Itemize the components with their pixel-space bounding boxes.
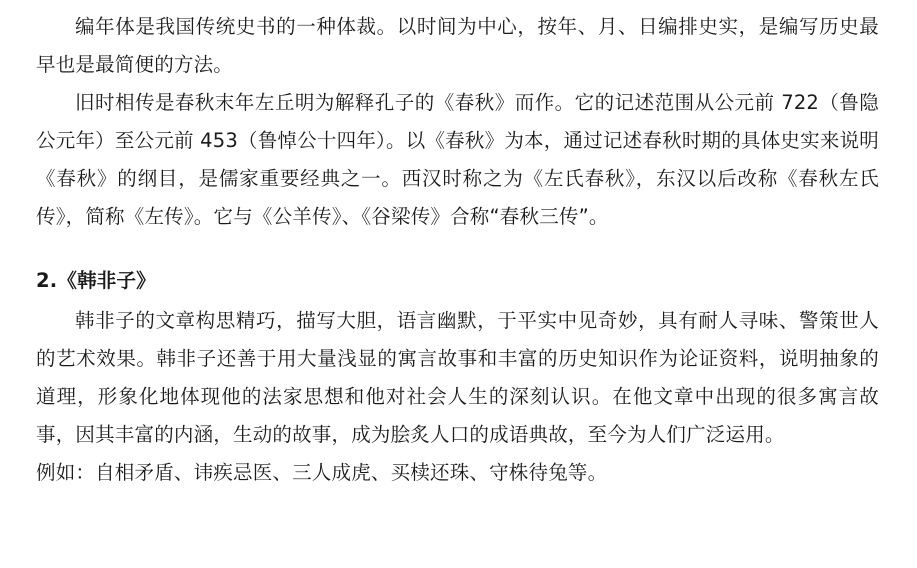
spacer-before-heading: [36, 236, 879, 262]
paragraph-chronicle: 编年体是我国传统史书的一种体裁。以时间为中心，按年、月、日编排史实，是编写历史最早也是最简便的方法。: [36, 15, 879, 76]
paragraph-hanfeizi-body: 韩非子的文章构思精巧，描写大胆，语言幽默，于平实中见奇妙，具有耐人寻味、警策世人的艺术效果。韩非子还善于用大量浅显的寓言故事和丰富的历史知识作为论证资料，说明抽象的道理，形象化地体现他的法家思想和他对社会人生的深刻认识。在他文章中出现的很多寓言故事，因其丰富的内涵，生动的故事，成为脍炙人口的成语典故，至今为人们广泛运用。: [36, 309, 879, 446]
paragraph-zuozhuan: 旧时相传是春秋末年左丘明为解释孔子的《春秋》而作。它的记述范围从公元前 722（鲁隐公元年）至公元前 453（鲁悼公十四年）。以《春秋》为本，通过记述春秋时期的具体史实来说明《春秋》的纲目，是儒家重要经典之一。西汉时称之为《左氏春秋》，东汉以后改称《春秋左氏传》，简称《左传》。它与《公羊传》、《谷梁传》合称“春秋三传”。: [36, 91, 879, 228]
section-heading-hanfeizi: 2.《韩非子》: [36, 269, 156, 292]
paragraph-hanfeizi-examples: 例如：自相矛盾、讳疾忌医、三人成虎、买椟还珠、守株待兔等。: [36, 461, 608, 484]
